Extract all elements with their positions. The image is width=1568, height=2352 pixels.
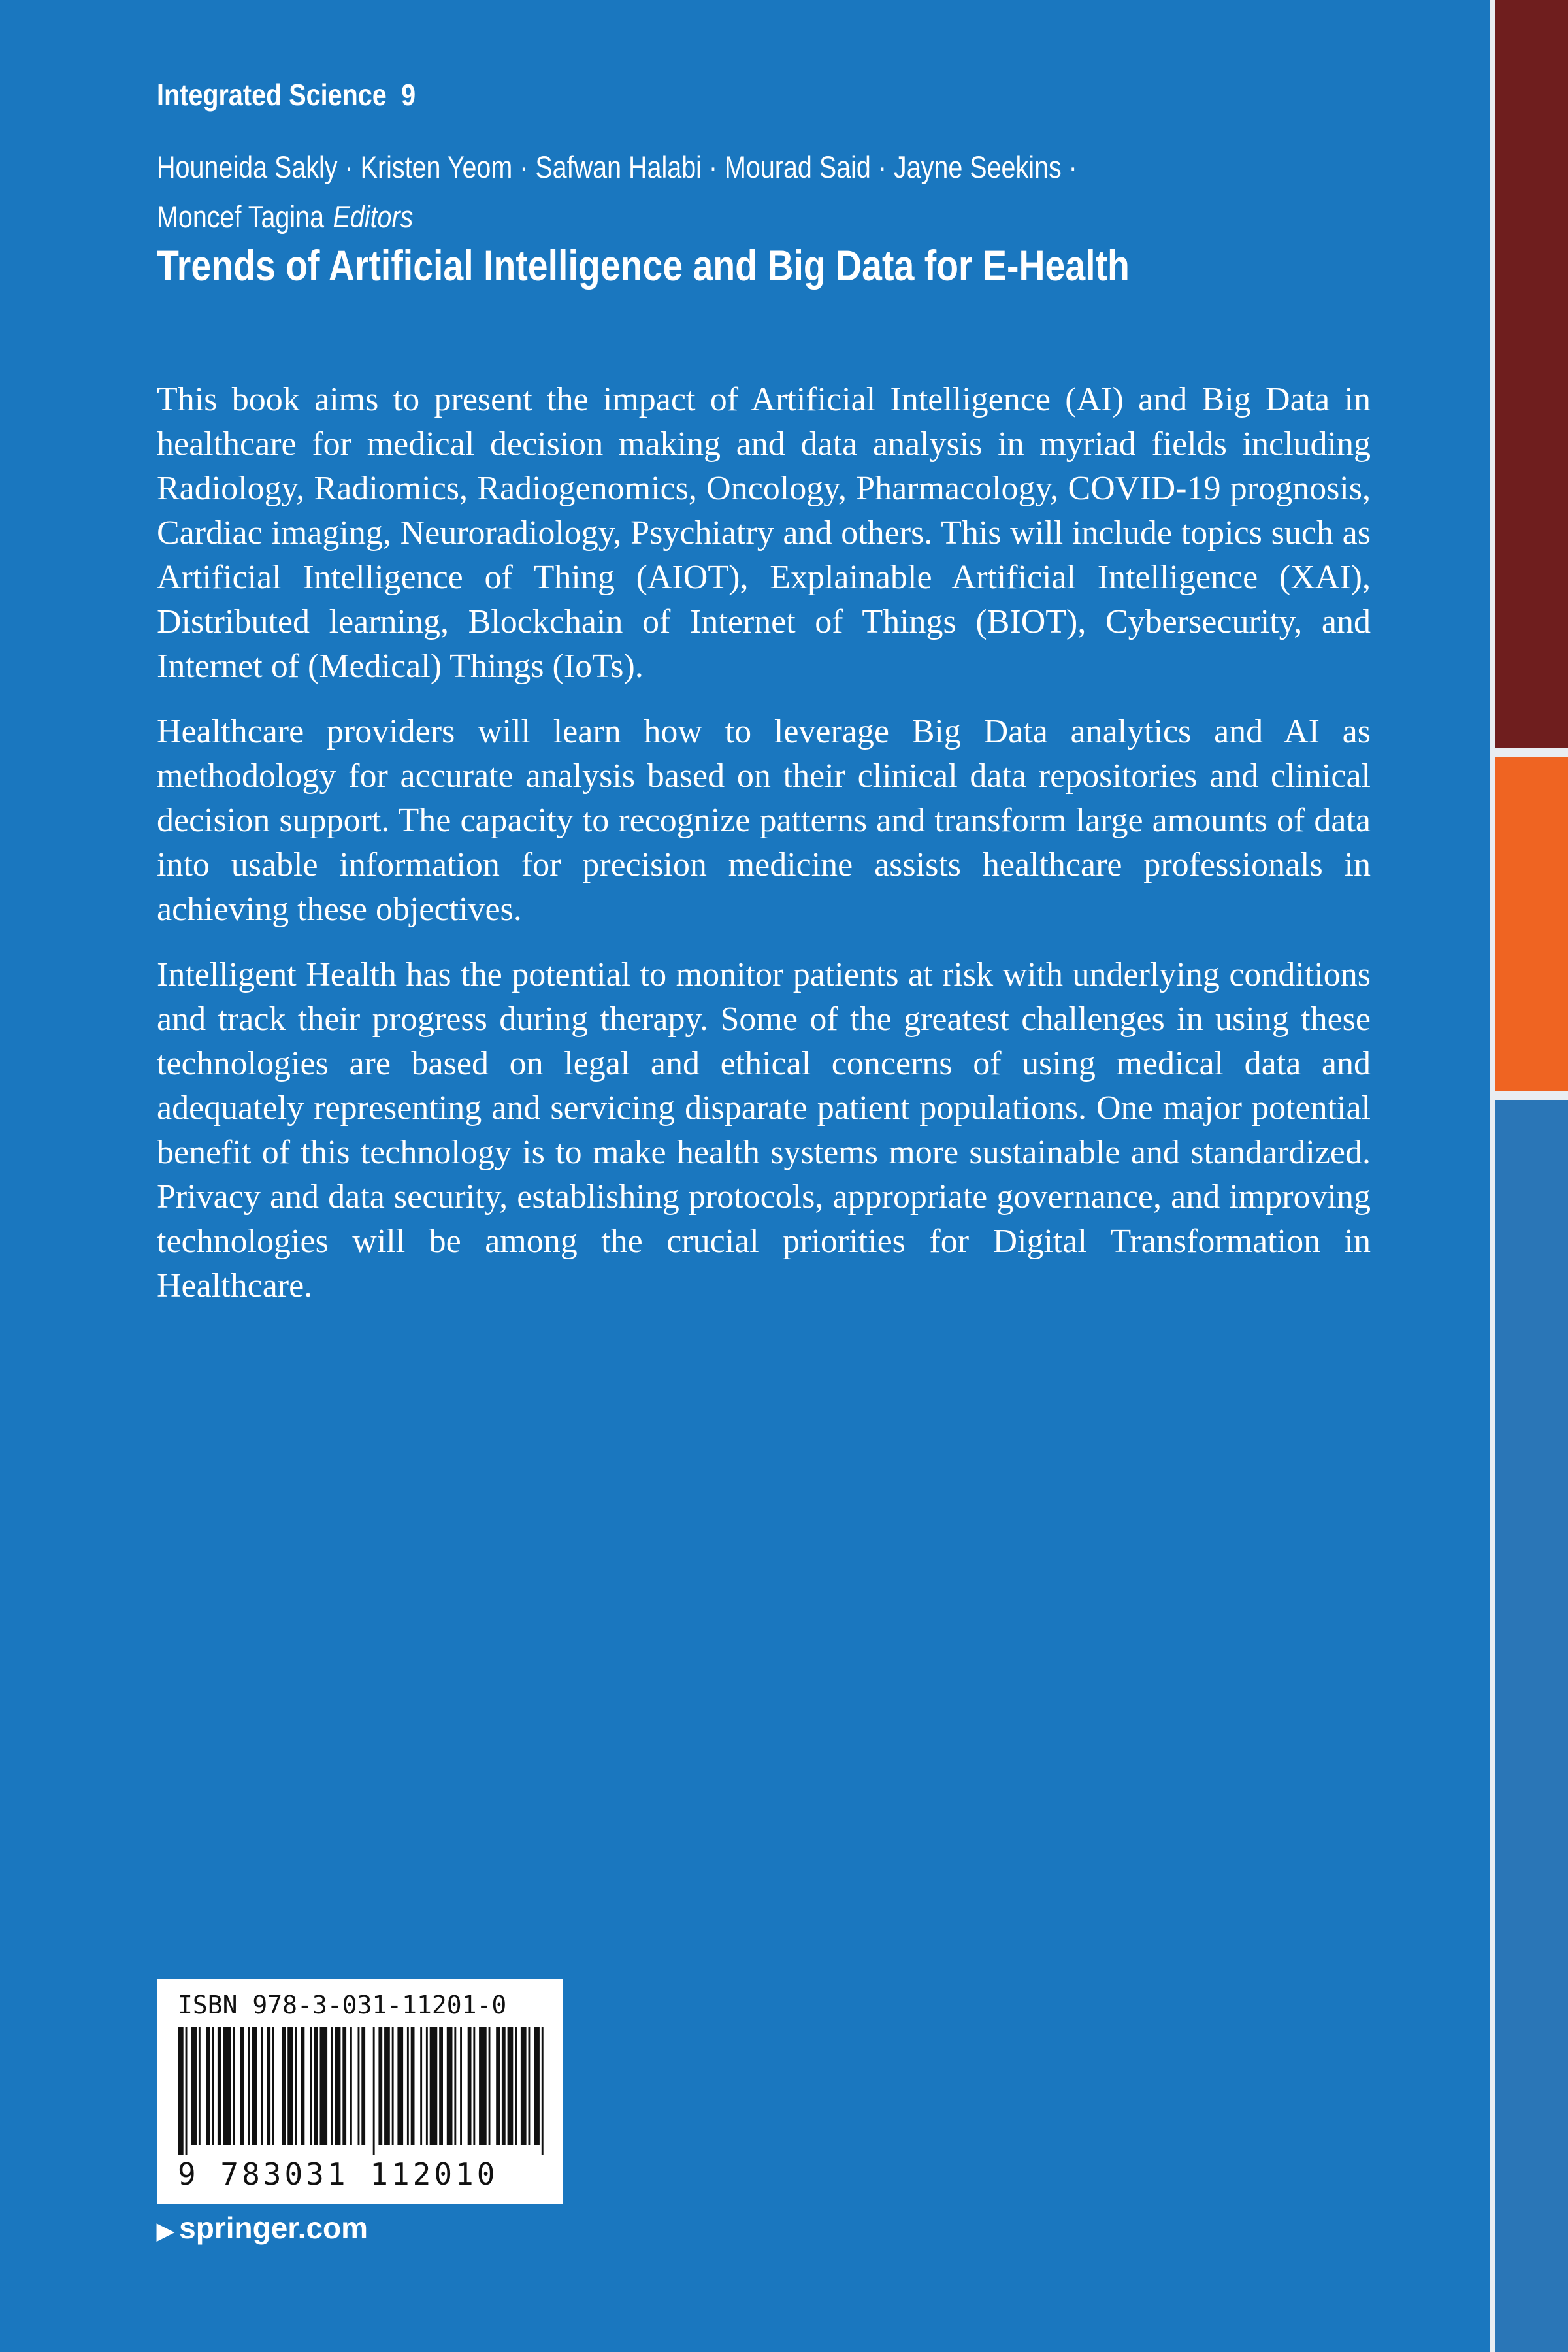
spine-band-orange [1495,757,1568,1091]
editors-line-1: Houneida Sakly · Kristen Yeom · Safwan Halabi · Mourad Said · Jayne Seekins · [157,150,1077,184]
series-number: 9 [401,78,416,112]
editor-name-last: Moncef Tagina [157,199,325,234]
book-title: Trends of Artificial Intelligence and Big Data for E-Health [157,241,1130,290]
editors-role: Editors [333,199,414,234]
spine-gap [1490,0,1495,2352]
series-name: Integrated Science [157,78,387,112]
editors-list [157,142,1200,242]
description-paragraph-3: Intelligent Health has the potential to monitor patients at risk with underlying conditions and track their progress during therapy. Some of the greatest challenges in using these technologies are based on legal and ethical concerns of using medical data and adequately representing and servicing disparate patient populations. One major potential benefit of this technology is to make health systems more sustainable and standardized. Privacy and data security, establishing protocols, appropriate governance, and improving technologies will be among the crucial priorities for Digital Transformation in Healthcare. [157,956,1371,1304]
spine-band-red [1495,0,1568,748]
description-paragraph-2: Healthcare providers will learn how to leverage Big Data analytics and AI as methodology for accurate analysis based on their clinical data repositories and clinical decision support. The capacity to recognize patterns and transform large amounts of data into usable information for precision medicine assists healthcare professionals in achieving these objectives. [157,713,1371,928]
play-arrow-icon: ▶ [157,2219,174,2244]
editors-line-2 [157,192,1200,242]
series-label [157,77,416,112]
isbn-label: ISBN 978-3-031-11201-0 [178,1991,507,2019]
spine-separator [1495,1091,1568,1100]
publisher-link-text: springer.com [179,2211,368,2245]
book-description [157,378,1371,1329]
barcode-icon [175,2027,545,2155]
spine-separator [1495,748,1568,757]
barcode-digits: 9 783031 112010 [178,2157,498,2192]
spine-band-blue [1495,1100,1568,2352]
description-paragraph-1: This book aims to present the impact of Artificial Intelligence (AI) and Big Data in healthcare for medical decision making and data analysis in myriad fields including Radiology, Radiomics, Radiogenomics, Oncology, Pharmacology, COVID-19 prognosis, Cardiac imaging, Neuroradiology, Psychiatry and others. This will include topics such as Artificial Intelligence of Thing (AIOT), Explainable Artificial Intelligence (XAI), Distributed learning, Blockchain of Internet of Things (BIOT), Cybersecurity, and Internet of (Medical) Things (IoTs). [157,381,1371,685]
isbn-barcode-box [157,1979,563,2204]
publisher-link[interactable] [157,2210,368,2245]
